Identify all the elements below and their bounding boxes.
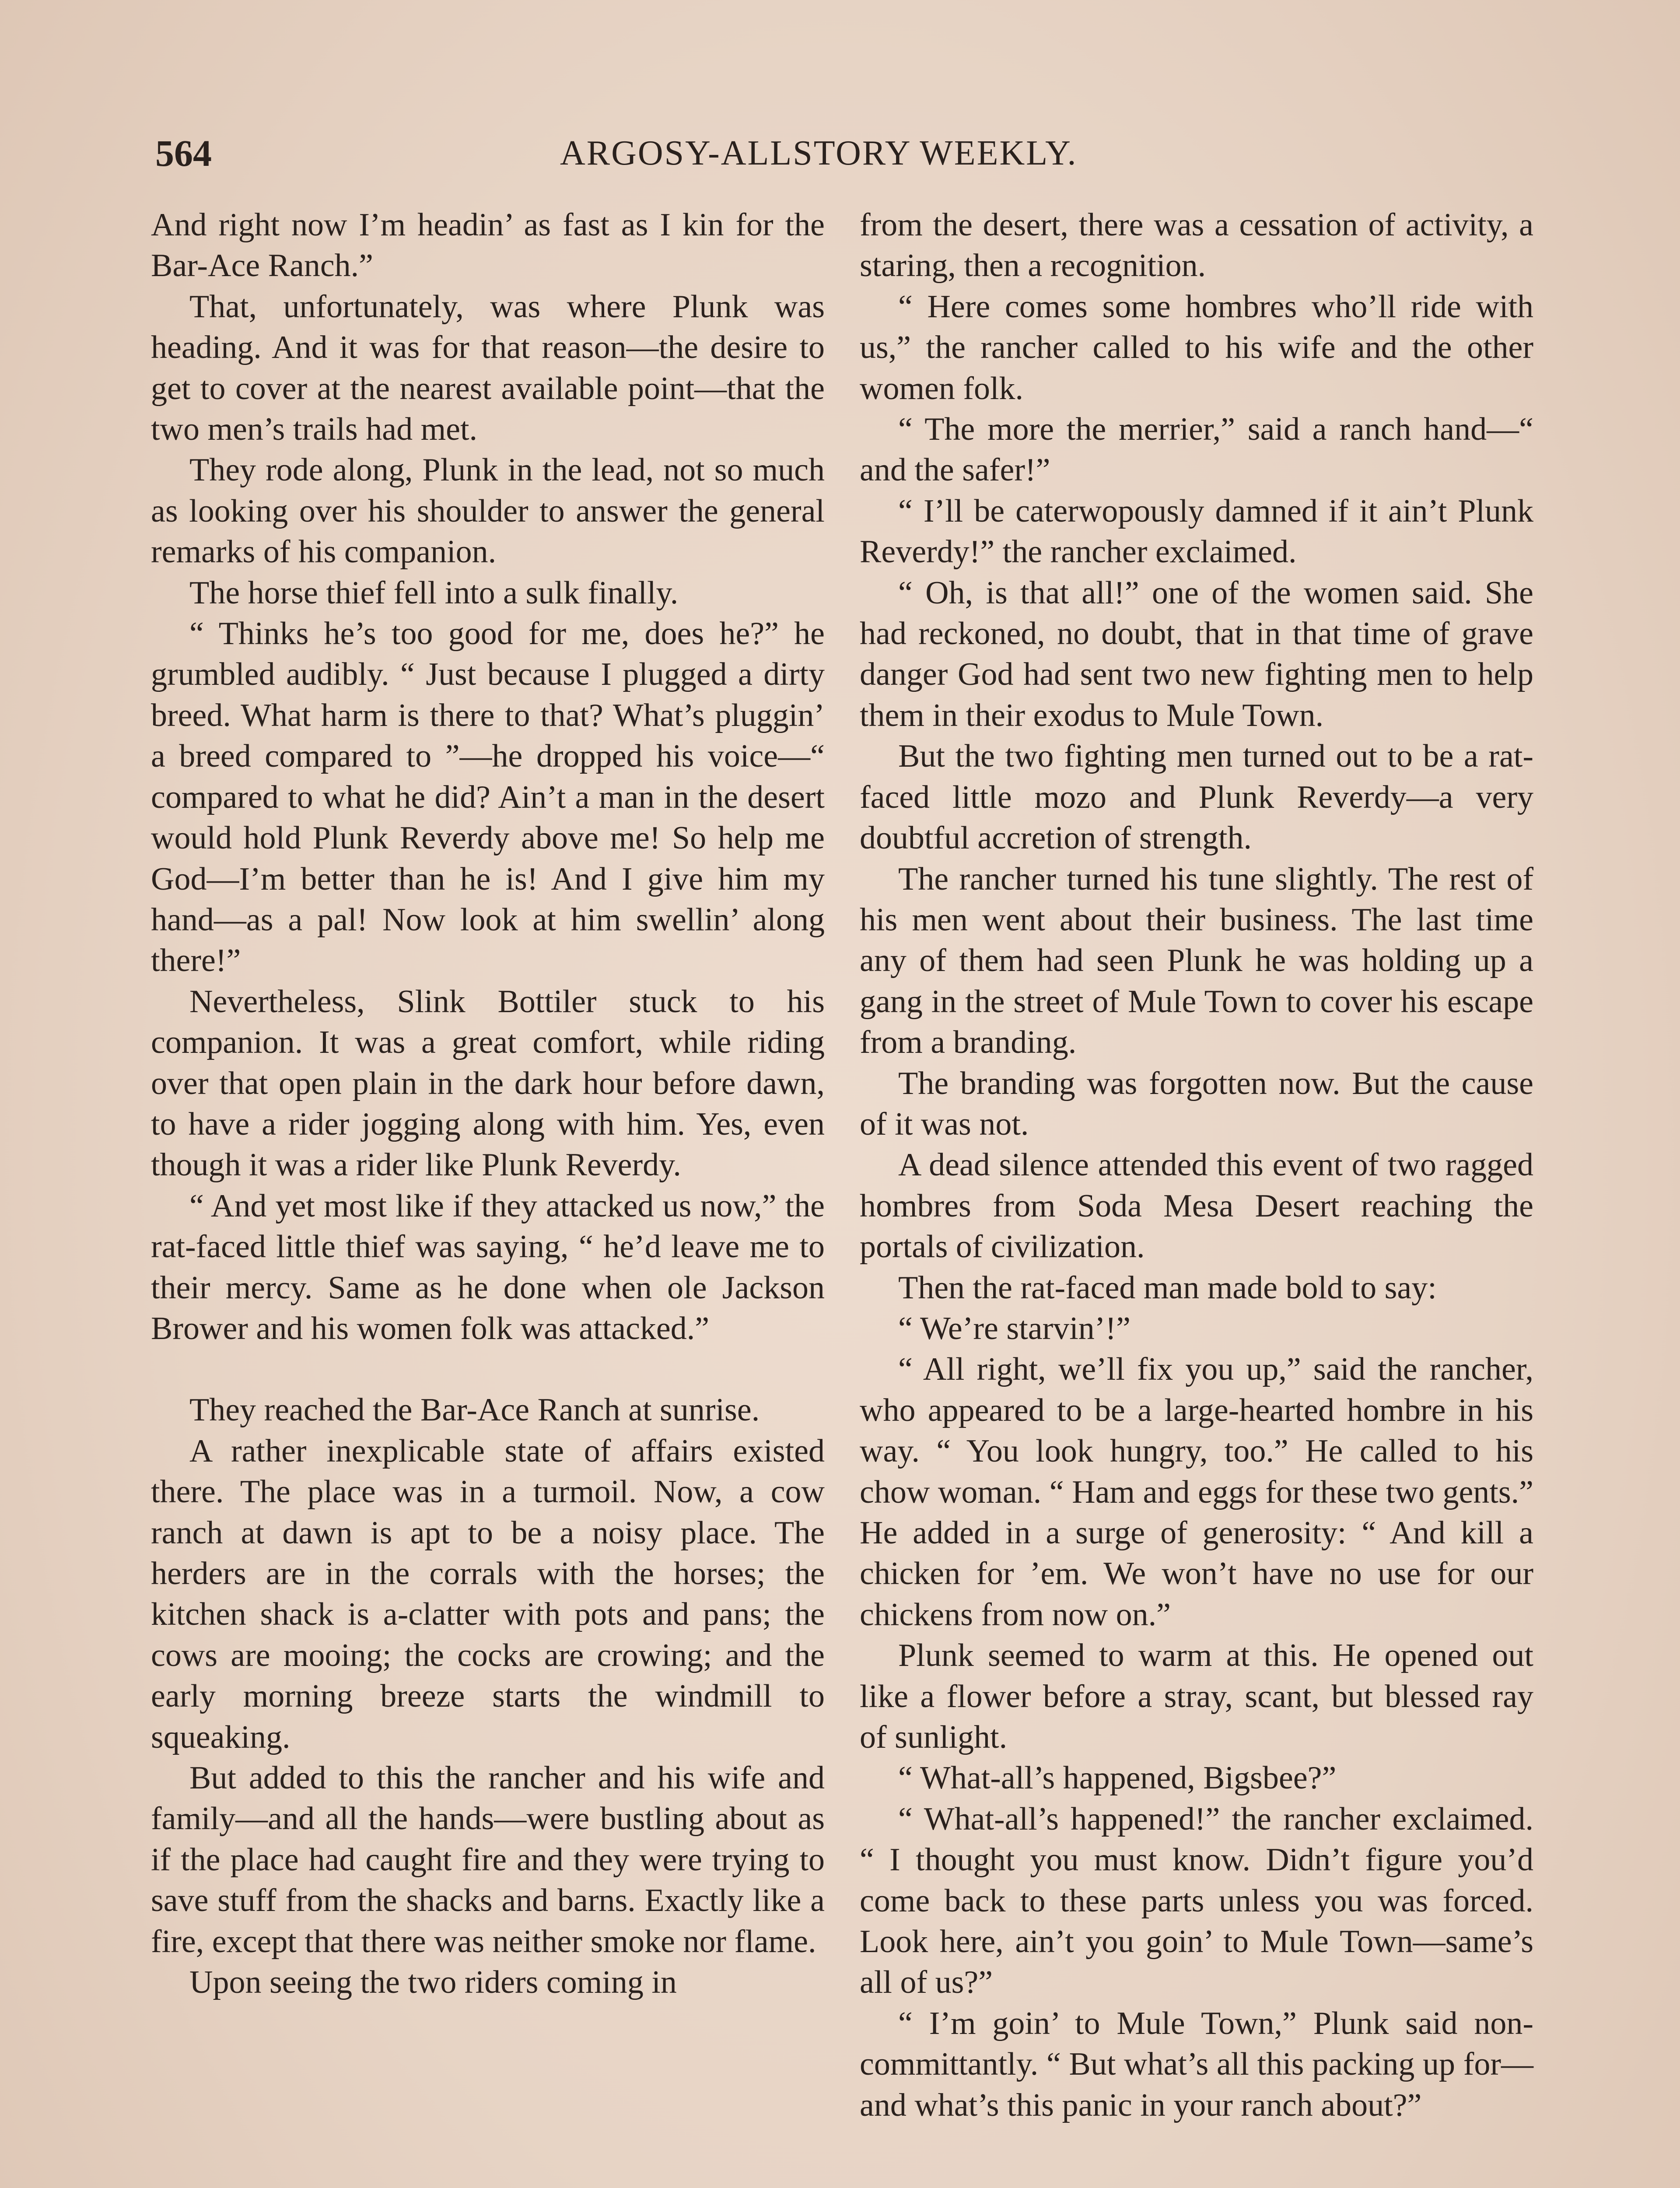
right-column [860, 205, 1533, 2126]
paragraph: Nevertheless, Slink Bottiler stuck to his companion. It was a great comfort, while riding over that open plain in the dark hour before dawn, to have a rider jogging along with him. Yes, even though it was a rider like Plunk Reverdy. [151, 983, 825, 1183]
paragraph: “ What-all’s happened, Bigsbee?” [898, 1760, 1337, 1796]
paragraph: “ What-all’s happened!” the rancher exclaimed. “ I thought you must know. Didn’t figure you’d come back to these parts unless you was forced. Look here, ain’t you goin’ to Mule Town—same’s all of us?” [860, 1801, 1533, 2001]
paragraph: They reached the Bar-Ace Ranch at sunrise. [189, 1392, 760, 1428]
paragraph: “ The more the merrier,” said a ranch hand—“ and the safer!” [860, 411, 1533, 488]
running-title: ARGOSY-ALLSTORY WEEKLY. [560, 134, 1078, 172]
paragraph: “ We’re starvin’!” [898, 1310, 1130, 1346]
page-number: 564 [155, 132, 212, 174]
paragraph: Upon seeing the two riders coming in [189, 1964, 677, 2001]
paragraph: And right now I’m headin’ as fast as I kin for the Bar-Ace Ranch.” [151, 207, 825, 284]
paragraph: “ Oh, is that all!” one of the women said. She had reckoned, no doubt, that in that time of grave danger God had sent two new fighting men to help them in their exodus to Mule Town. [860, 575, 1533, 733]
paragraph: But added to this the rancher and his wife and family—and all the hands—were bustling about as if the place had caught fire and they were trying to save stuff from the shacks and barns. Exactly like a fire, except that there was neither smoke nor flame. [151, 1760, 825, 1960]
paragraph: That, unfortunately, was where Plunk was heading. And it was for that reason—the desire to get to cover at the nearest available point—that the two men’s trails had met. [151, 288, 825, 448]
paragraph: “ And yet most like if they attacked us now,” the rat-faced little thief was saying, “ he’d leave me to their mercy. Same as he done when ole Jackson Brower and his women folk was attacked.” [151, 1188, 825, 1346]
paragraph: The branding was forgotten now. But the cause of it was not. [860, 1065, 1533, 1142]
paragraph: Plunk seemed to warm at this. He opened out like a flower before a stray, scant, but blessed ray of sunlight. [860, 1637, 1533, 1756]
paragraph: “ I’ll be caterwopously damned if it ain’t Plunk Reverdy!” the rancher exclaimed. [860, 493, 1533, 570]
paragraph: A rather inexplicable state of affairs existed there. The place was in a turmoil. Now, a cow ranch at dawn is apt to be a noisy place. The herders are in the corrals with the horses; the kitchen shack is a-clatter with pots and pans; the cows are mooing; the cocks are crowing; and the early morning breeze starts the windmill to squeaking. [151, 1433, 825, 1755]
page-header [155, 129, 1533, 177]
paragraph: A dead silence attended this event of two ragged hombres from Soda Mesa Desert reaching the portals of civilization. [860, 1147, 1533, 1265]
paragraph: “ All right, we’ll fix you up,” said the rancher, who appeared to be a large-hearted hombre in his way. “ You look hungry, too.” He called to his chow woman. “ Ham and eggs for these two gents.” He added in a surge of generosity: “ And kill a chicken for ’em. We won’t have no use for our chickens from now on.” [860, 1351, 1533, 1633]
paragraph: The rancher turned his tune slightly. The rest of his men went about their business. The last time any of them had seen Plunk he was holding up a gang in the street of Mule Town to cover his escape from a branding. [860, 861, 1533, 1061]
paragraph: But the two fighting men turned out to be a rat-faced little mozo and Plunk Reverdy—a very doubtful accretion of strength. [860, 738, 1533, 856]
left-column [151, 205, 825, 2003]
paragraph: “ I’m goin’ to Mule Town,” Plunk said non-committantly. “ But what’s all this packing up for—and what’s this panic in your ranch about?” [860, 2005, 1533, 2123]
paragraph: “ Thinks he’s too good for me, does he?” he grumbled audibly. “ Just because I plugged a dirty breed. What harm is there to that? What’s pluggin’ a breed compared to ”—he dropped his voice—“ compared to what he did? Ain’t a man in the desert would hold Plunk Reverdy above me! So help me God—I’m better than he is! And I give him my hand—as a pal! Now look at him swellin’ along there!” [151, 616, 825, 979]
paragraph: Then the rat-faced man made bold to say: [898, 1269, 1437, 1306]
paragraph: from the desert, there was a cessation of activity, a staring, then a recognition. [860, 207, 1533, 284]
paragraph: The horse thief fell into a sulk finally. [189, 575, 679, 611]
paragraph: They rode along, Plunk in the lead, not so much as looking over his shoulder to answer the general remarks of his companion. [151, 452, 825, 570]
paragraph: “ Here comes some hombres who’ll ride with us,” the rancher called to his wife and the other women folk. [860, 288, 1533, 407]
